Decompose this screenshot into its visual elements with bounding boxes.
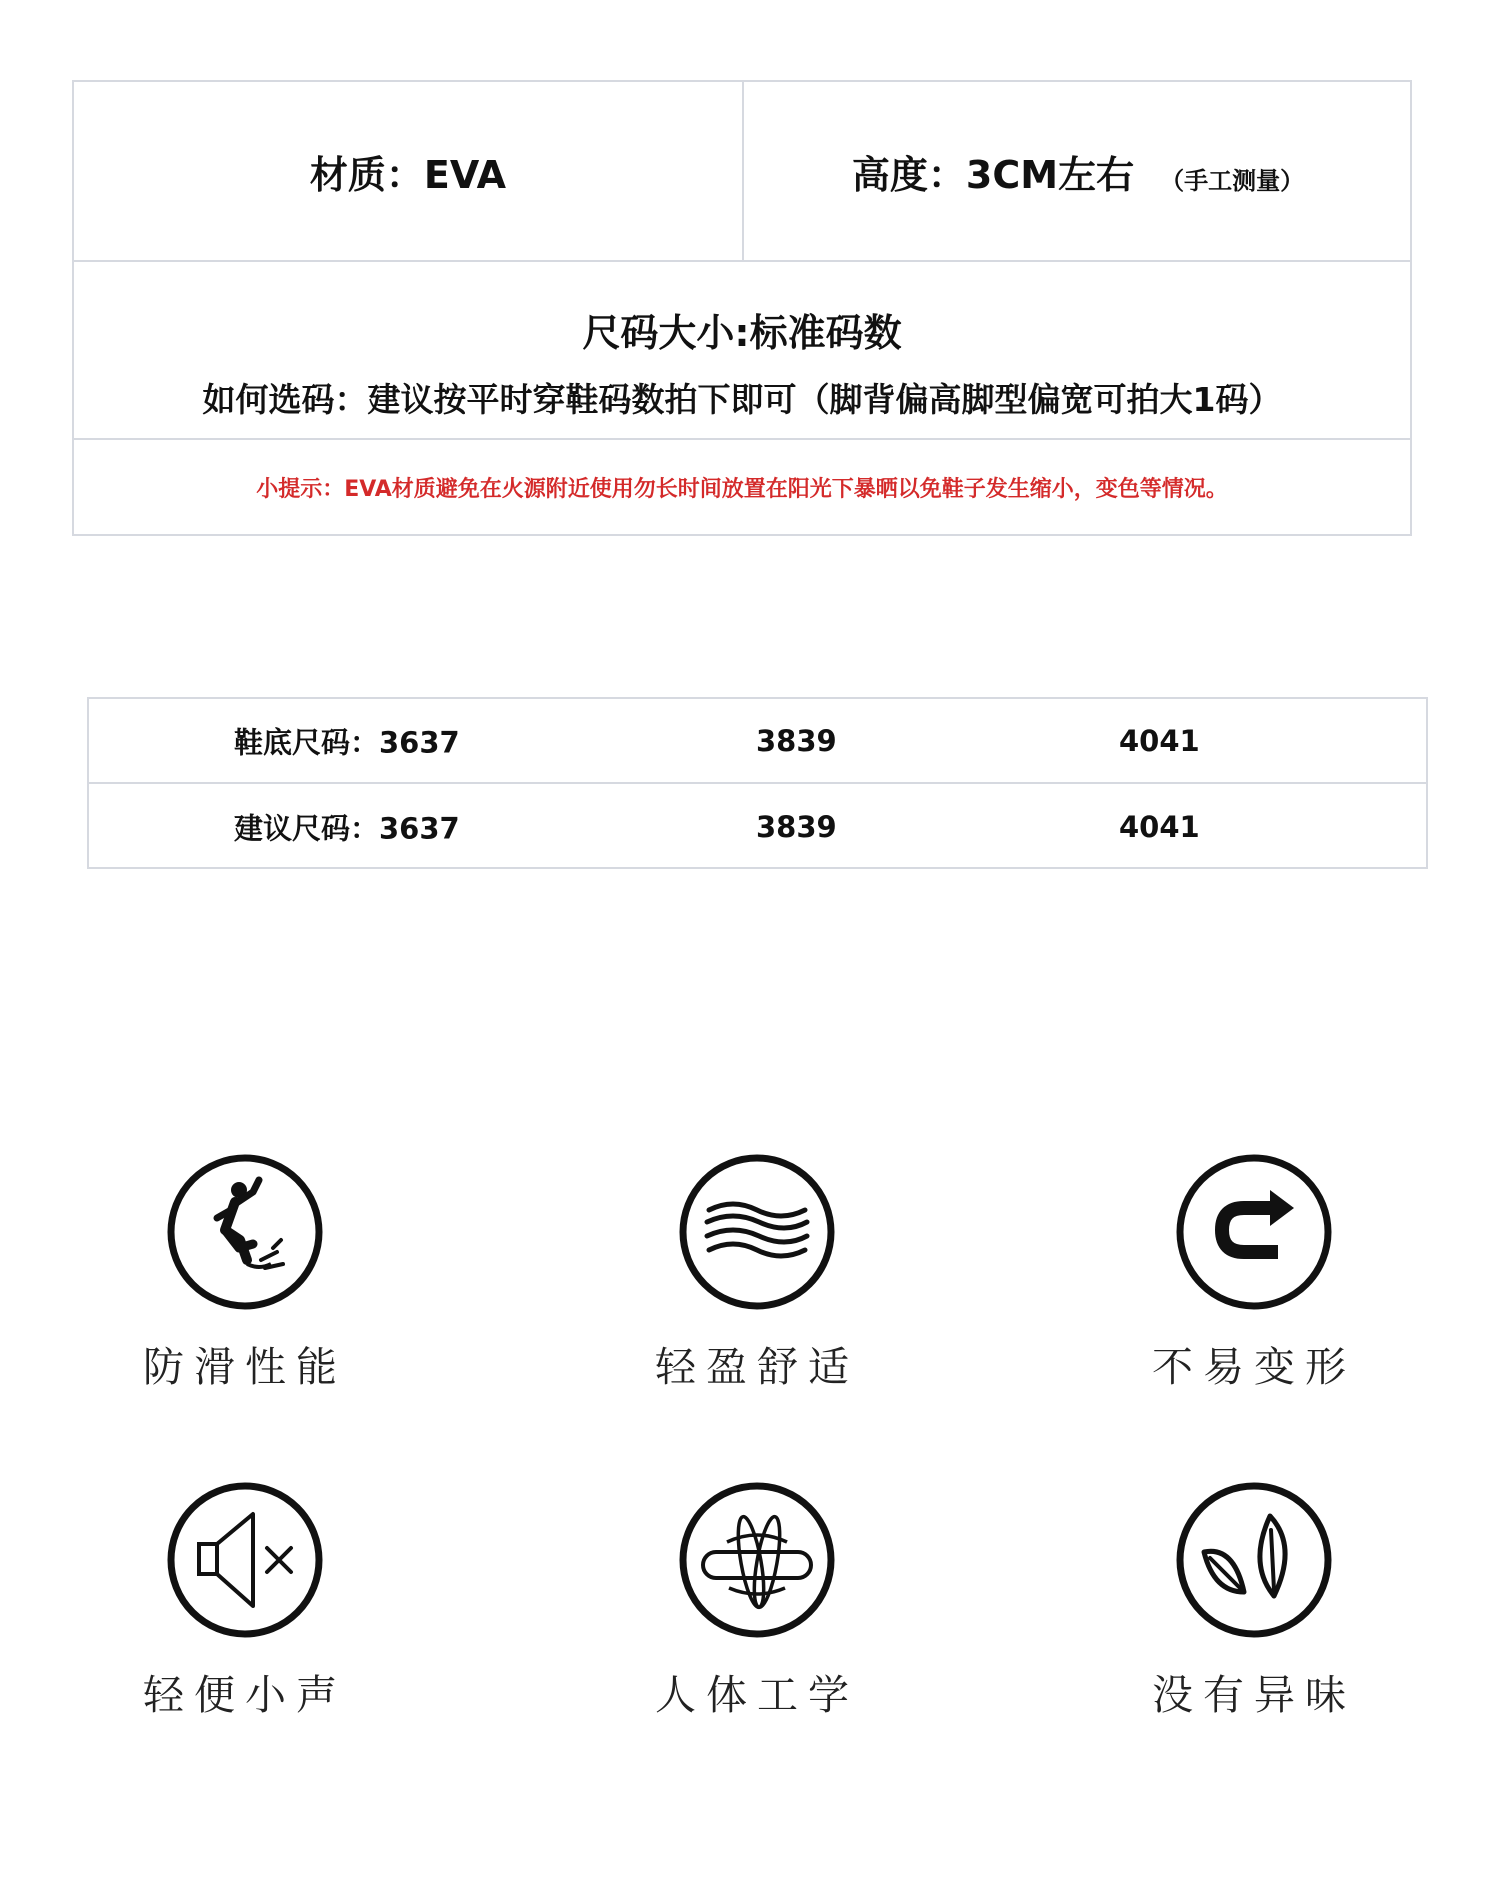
material-text: 材质：EVA xyxy=(309,152,507,197)
height-cell xyxy=(744,82,1412,260)
feature-label: 防滑性能 xyxy=(143,1343,347,1391)
sole-size-label: 鞋底尺码：3637 xyxy=(234,725,460,759)
feature-anti-slip xyxy=(95,1152,395,1412)
table-cell: 3839 xyxy=(756,809,837,844)
feature-no-odor xyxy=(1104,1480,1404,1740)
size-title: 尺码大小:标准码数 xyxy=(582,311,902,355)
feature-label: 轻便小声 xyxy=(143,1671,347,1719)
spec-table xyxy=(72,80,1412,536)
recommended-size-label: 建议尺码：3637 xyxy=(234,811,460,845)
feature-label: 不易变形 xyxy=(1152,1343,1356,1391)
table-cell: 3839 xyxy=(756,723,837,758)
size-advice: 如何选码：建议按平时穿鞋码数拍下即可（脚背偏高脚型偏宽可拍大1码） xyxy=(202,380,1282,419)
table-cell: 4041 xyxy=(1119,809,1200,844)
height-text: 高度：3CM左右 xyxy=(851,152,1135,197)
spec-row-material-height xyxy=(74,82,1410,262)
leaves-icon xyxy=(1174,1480,1334,1640)
feature-label: 轻盈舒适 xyxy=(655,1343,859,1391)
table-row xyxy=(89,784,1426,869)
mute-speaker-icon xyxy=(165,1480,325,1640)
ergonomic-icon xyxy=(677,1480,837,1640)
spec-row-size xyxy=(74,262,1410,440)
table-row xyxy=(89,699,1426,784)
waves-icon xyxy=(677,1152,837,1312)
feature-no-deform xyxy=(1104,1152,1404,1412)
anti-slip-icon xyxy=(165,1152,325,1312)
feature-lightweight xyxy=(607,1152,907,1412)
height-note: （手工测量） xyxy=(1160,166,1305,195)
feature-label: 人体工学 xyxy=(655,1671,859,1719)
feature-label: 没有异味 xyxy=(1152,1671,1356,1719)
size-table xyxy=(87,697,1428,869)
feature-ergonomic xyxy=(607,1480,907,1740)
feature-quiet xyxy=(95,1480,395,1740)
care-tip: 小提示：EVA材质避免在火源附近使用勿长时间放置在阳光下暴晒以免鞋子发生缩小，变色等情况。 xyxy=(256,476,1228,502)
return-arrow-icon xyxy=(1174,1152,1334,1312)
table-cell: 4041 xyxy=(1119,723,1200,758)
spec-row-tip xyxy=(74,440,1410,534)
material-cell xyxy=(74,82,744,260)
